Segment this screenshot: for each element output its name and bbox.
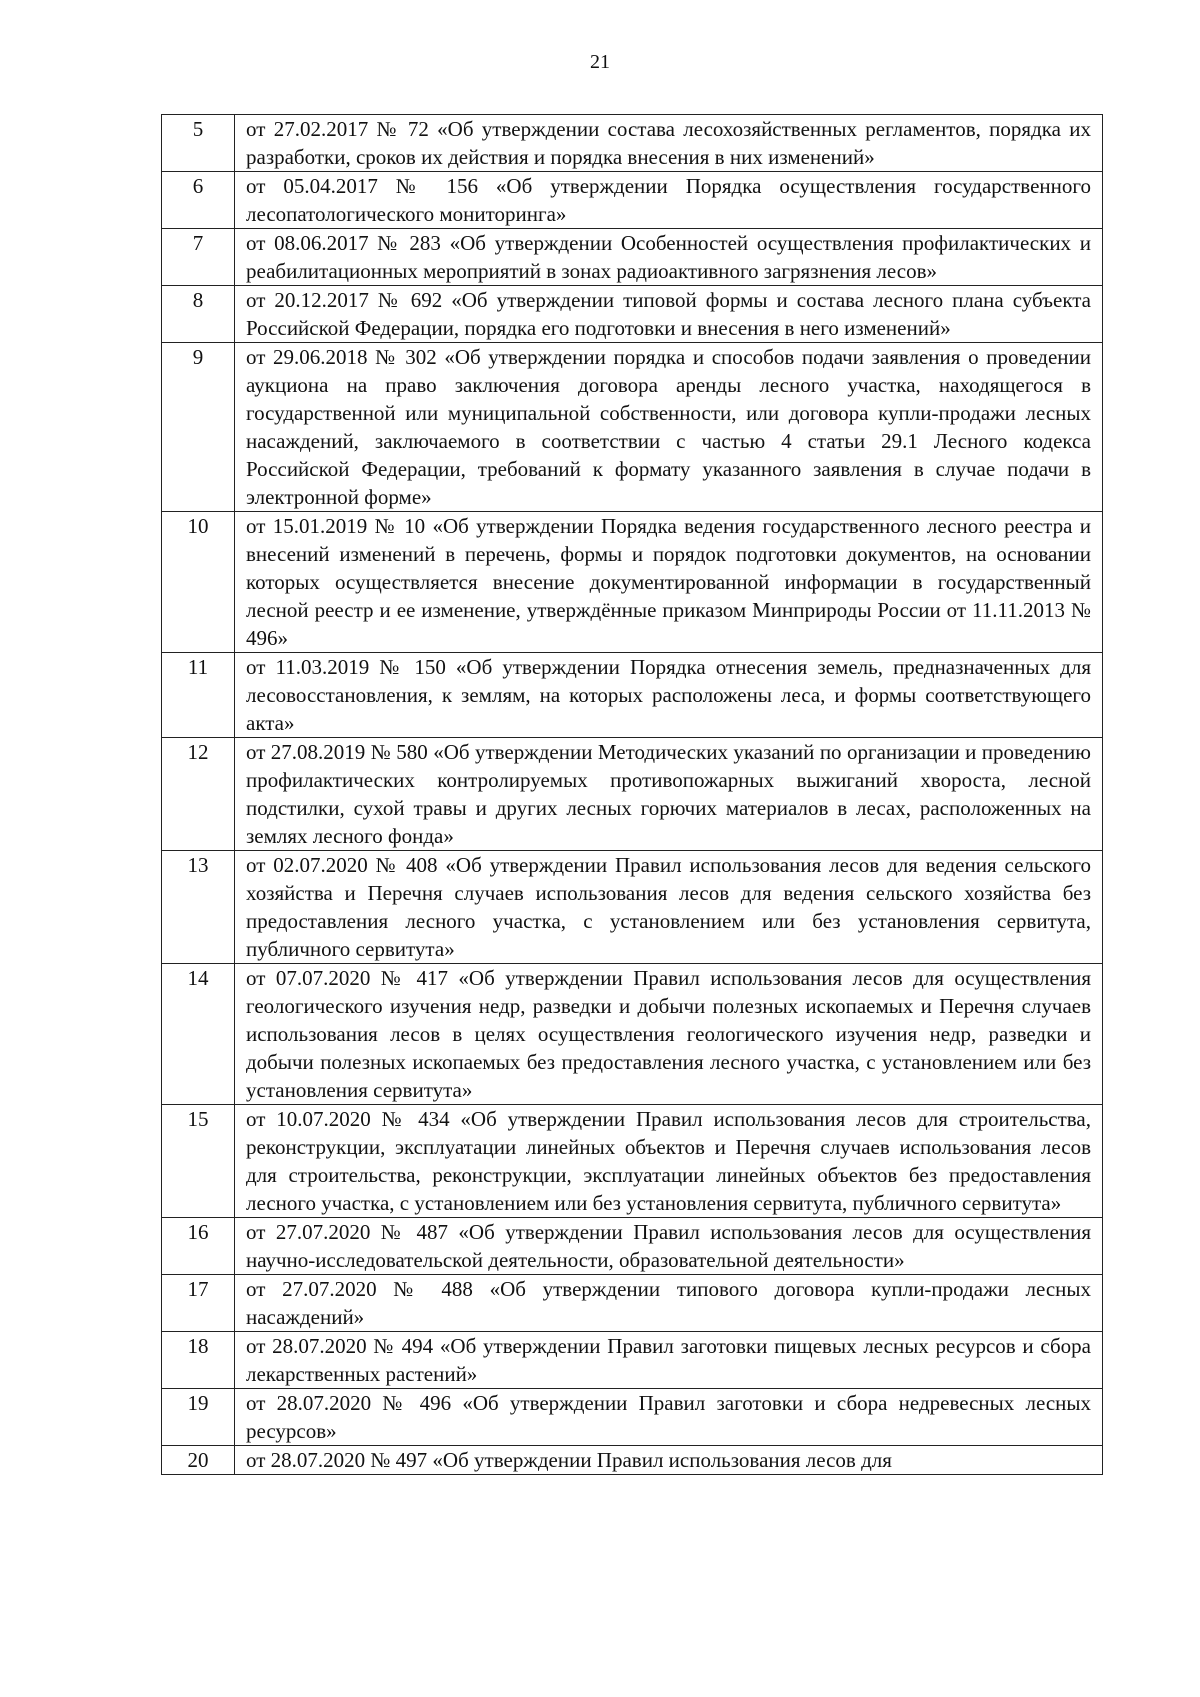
table-row: [162, 1332, 1103, 1389]
row-number: 17: [162, 1275, 235, 1332]
table-row: [162, 172, 1103, 229]
row-number: 11: [162, 653, 235, 738]
table-row: [162, 738, 1103, 851]
table-row: [162, 1275, 1103, 1332]
table-row: [162, 1218, 1103, 1275]
row-number: 13: [162, 851, 235, 964]
row-number: 18: [162, 1332, 235, 1389]
row-text: от 27.07.2020 № 488 «Об утверждении типового договора купли-продажи лесных насаждений»: [235, 1275, 1103, 1332]
row-text: от 15.01.2019 № 10 «Об утверждении Порядка ведения государственного лесного реестра и внесений изменений в перечень, формы и порядок подготовки документов, на основании которых осуществляется внесение документированной информации в государственный лесной реестр и ее изменение, утверждённые приказом Минприроды России от 11.11.2013 № 496»: [235, 512, 1103, 653]
table-row: [162, 851, 1103, 964]
row-number: 16: [162, 1218, 235, 1275]
table-row: [162, 343, 1103, 512]
table-row: [162, 1389, 1103, 1446]
row-number: 7: [162, 229, 235, 286]
page-number: 21: [590, 51, 610, 73]
table-row: [162, 229, 1103, 286]
table-row: [162, 964, 1103, 1105]
row-text: от 11.03.2019 № 150 «Об утверждении Порядка отнесения земель, предназначенных для лесовосстановления, к землям, на которых расположены леса, и формы соответствующего акта»: [235, 653, 1103, 738]
row-text: от 27.07.2020 № 487 «Об утверждении Правил использования лесов для осуществления научно-исследовательской деятельности, образовательной деятельности»: [235, 1218, 1103, 1275]
row-text: от 02.07.2020 № 408 «Об утверждении Правил использования лесов для ведения сельского хозяйства и Перечня случаев использования лесов для ведения сельского хозяйства без предоставления лесного участка, с установлением или без установления сервитута, публичного сервитута»: [235, 851, 1103, 964]
row-text: от 05.04.2017 № 156 «Об утверждении Порядка осуществления государственного лесопатологического мониторинга»: [235, 172, 1103, 229]
row-number: 8: [162, 286, 235, 343]
row-number: 9: [162, 343, 235, 512]
row-text: от 10.07.2020 № 434 «Об утверждении Правил использования лесов для строительства, реконструкции, эксплуатации линейных объектов и Перечня случаев использования лесов для строительства, реконструкции, эксплуатации линейных объектов без предоставления лесного участка, с установлением или без установления сервитута, публичного сервитута»: [235, 1105, 1103, 1218]
row-number: 12: [162, 738, 235, 851]
row-text: от 08.06.2017 № 283 «Об утверждении Особенностей осуществления профилактических и реабилитационных мероприятий в зонах радиоактивного загрязнения лесов»: [235, 229, 1103, 286]
row-text: от 29.06.2018 № 302 «Об утверждении порядка и способов подачи заявления о проведении аукциона на право заключения договора аренды лесного участка, находящегося в государственной или муниципальной собственности, или договора купли-продажи лесных насаждений, заключаемого в соответствии с частью 4 статьи 29.1 Лесного кодекса Российской Федерации, требований к формату указанного заявления в случае подачи в электронной форме»: [235, 343, 1103, 512]
row-text: от 28.07.2020 № 496 «Об утверждении Правил заготовки и сбора недревесных лесных ресурсов»: [235, 1389, 1103, 1446]
row-number: 10: [162, 512, 235, 653]
row-number: 19: [162, 1389, 235, 1446]
row-text: от 20.12.2017 № 692 «Об утверждении типовой формы и состава лесного плана субъекта Российской Федерации, порядка его подготовки и внесения в него изменений»: [235, 286, 1103, 343]
row-number: 14: [162, 964, 235, 1105]
table-row: [162, 512, 1103, 653]
row-text: от 28.07.2020 № 497 «Об утверждении Правил использования лесов для: [235, 1446, 1103, 1475]
table-row: [162, 1105, 1103, 1218]
row-number: 6: [162, 172, 235, 229]
table-row: [162, 653, 1103, 738]
table-row: [162, 1446, 1103, 1475]
row-number: 20: [162, 1446, 235, 1475]
row-text: от 28.07.2020 № 494 «Об утверждении Правил заготовки пищевых лесных ресурсов и сбора лекарственных растений»: [235, 1332, 1103, 1389]
row-text: от 27.08.2019 № 580 «Об утверждении Методических указаний по организации и проведению профилактических контролируемых противопожарных выжиганий хвороста, лесной подстилки, сухой травы и других лесных горючих материалов в лесах, расположенных на землях лесного фонда»: [235, 738, 1103, 851]
row-number: 15: [162, 1105, 235, 1218]
regulations-table: [161, 114, 1103, 1475]
row-number: 5: [162, 115, 235, 172]
table-row: [162, 286, 1103, 343]
row-text: от 27.02.2017 № 72 «Об утверждении состава лесохозяйственных регламентов, порядка их разработки, сроков их действия и порядка внесения в них изменений»: [235, 115, 1103, 172]
table-row: [162, 115, 1103, 172]
row-text: от 07.07.2020 № 417 «Об утверждении Правил использования лесов для осуществления геологического изучения недр, разведки и добычи полезных ископаемых и Перечня случаев использования лесов в целях осуществления геологического изучения недр, разведки и добычи полезных ископаемых без предоставления лесного участка, с установлением или без установления сервитута»: [235, 964, 1103, 1105]
